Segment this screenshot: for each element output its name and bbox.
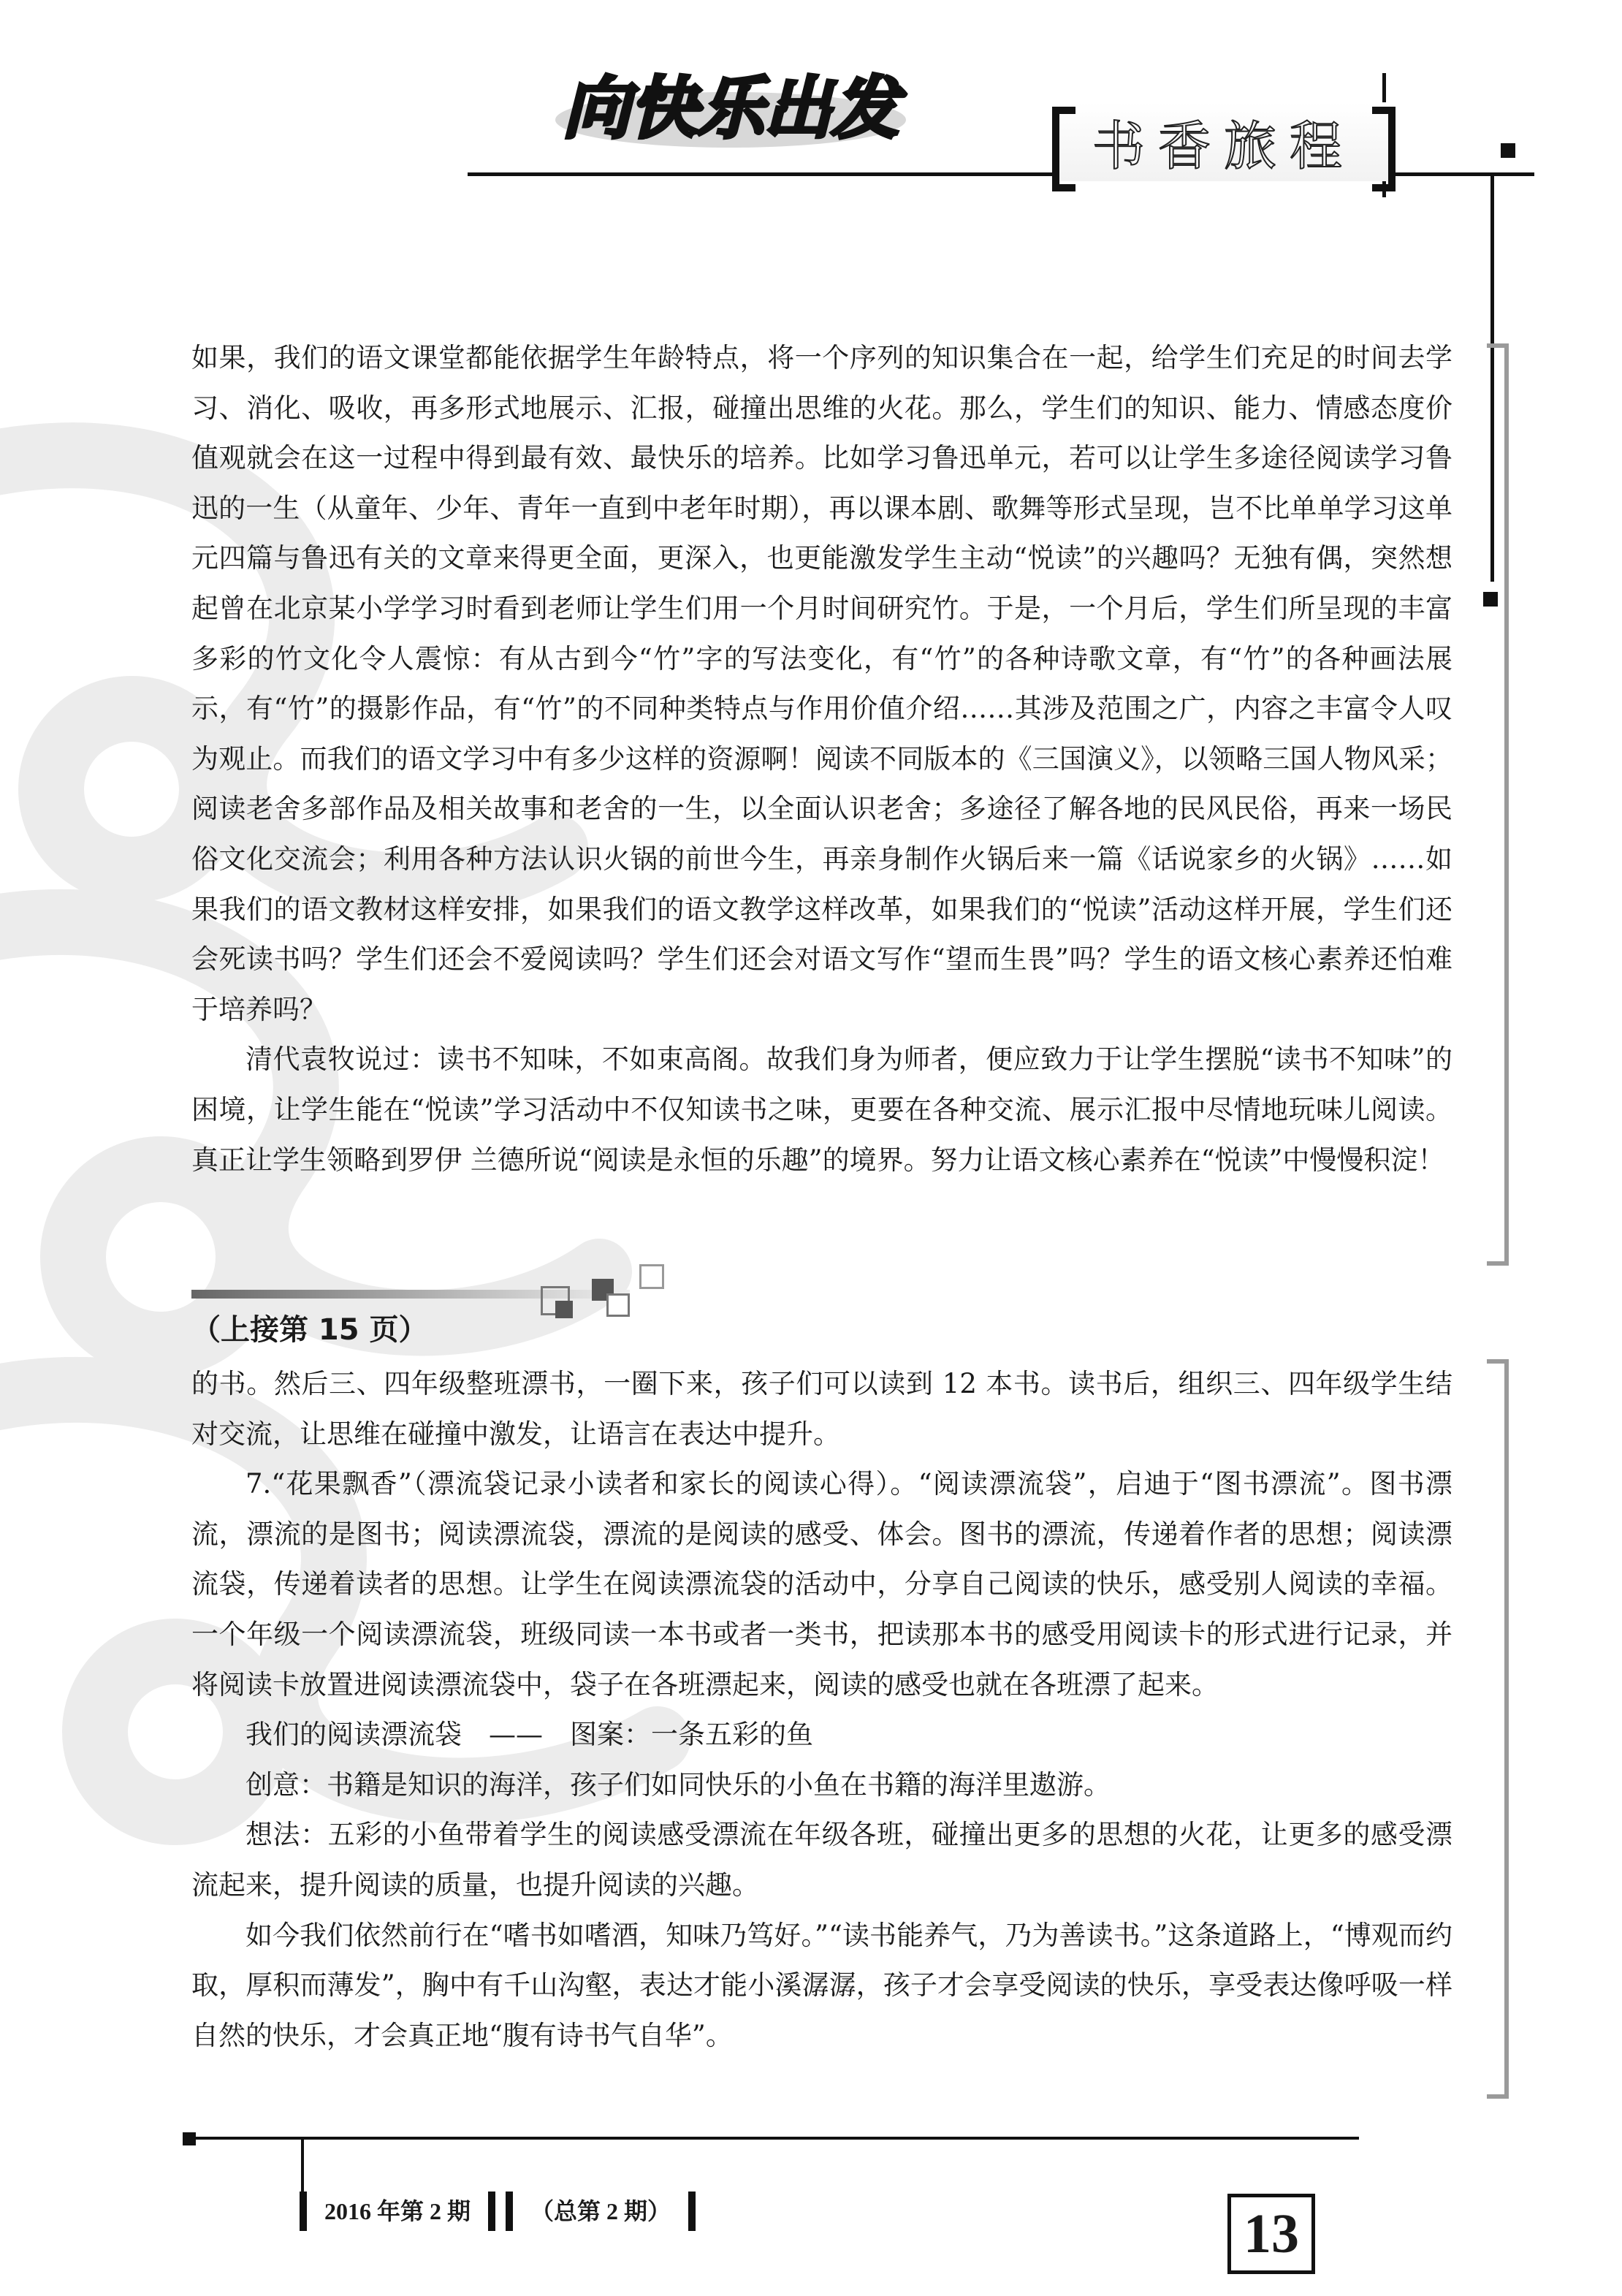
continued-body: [191, 1359, 1452, 2061]
text-bracket-right-bottom: [1487, 1359, 1509, 2099]
divider-squares: [541, 1264, 672, 1330]
total-issue-label: （总第 2 期）: [506, 2192, 696, 2231]
magazine-logo: [548, 53, 913, 162]
continued-from-label: （上接第 15 页）: [191, 1313, 428, 1347]
text-bracket-right-top: [1487, 343, 1509, 1266]
issue-label: 2016 年第 2 期: [300, 2192, 495, 2231]
section-title: [1052, 102, 1396, 181]
body-paragraph: 清代袁牧说过：读书不知味，不如束高阁。故我们身为师者，便应致力于让学生摆脱“读书不知味”的困境，让学生能在“悦读”学习活动中不仅知读书之味，更要在各种交流、展示汇报中尽情地玩味儿阅读。真正让学生领略到罗伊 兰德所说“阅读是永恒的乐趣”的境界。努力让语文核心素养在“悦读”中慢慢积淀！: [191, 1044, 1452, 1176]
logo-text: 向快乐出发: [562, 69, 899, 148]
body-paragraph: 7.“花果飘香”（漂流袋记录小读者和家长的阅读心得）。“阅读漂流袋”，启迪于“图书漂流”。图书漂流，漂流的是图书；阅读漂流袋，漂流的是阅读的感受、体会。图书的漂流，传递着作者的思想；阅读漂流袋，传递着读者的思想。让学生在阅读漂流袋的活动中，分享自己阅读的快乐，感受别人阅读的幸福。一个年级一个阅读漂流袋，班级同读一本书或者一类书，把读那本书的感受用阅读卡的形式进行记录，并将阅读卡放置进阅读漂流袋中，袋子在各班漂起来，阅读的感受也就在各班漂了起来。: [191, 1468, 1452, 1700]
body-paragraph: 如今我们依然前行在“嗜书如嗜酒，知味乃笃好。”“读书能养气，乃为善读书。”这条道路上，“博观而约取，厚积而薄发”，胸中有千山沟壑，表达才能小溪潺潺，孩子才会享受阅读的快乐，享受表达像呼吸一样自然的快乐，才会真正地“腹有诗书气自华”。: [191, 1919, 1452, 2051]
body-paragraph: 的书。然后三、四年级整班漂书，一圈下来，孩子们可以读到 12 本书。读书后，组织三、四年级学生结对交流，让思维在碰撞中激发，让语言在表达中提升。: [191, 1368, 1452, 1450]
section-title-text: 书香旅程: [1092, 115, 1355, 177]
article-body: [191, 333, 1452, 1185]
body-paragraph: 我们的阅读漂流袋 —— 图案：一条五彩的鱼: [245, 1719, 813, 1751]
footer-rule: [183, 2137, 1359, 2140]
body-paragraph: 创意：书籍是知识的海洋，孩子们如同快乐的小鱼在书籍的海洋里遨游。: [245, 1768, 1111, 1801]
body-paragraph: 想法：五彩的小鱼带着学生的阅读感受漂流在年级各班，碰撞出更多的思想的火花，让更多的感受漂流起来，提升阅读的质量，也提升阅读的兴趣。: [191, 1819, 1452, 1901]
title-bracket-left: [1052, 107, 1075, 191]
title-bracket-right: [1372, 107, 1396, 191]
header-square-marker: [1501, 143, 1515, 158]
page-number: 13: [1227, 2194, 1315, 2274]
body-paragraph: 如果，我们的语文课堂都能依据学生年龄特点，将一个序列的知识集合在一起，给学生们充足的时间去学习、消化、吸收，再多形式地展示、汇报，碰撞出思维的火花。那么，学生们的知识、能力、情感态度价值观就会在这一过程中得到最有效、最快乐的培养。比如学习鲁迅单元，若可以让学生多途径阅读学习鲁迅的一生（从童年、少年、青年一直到中老年时期），再以课本剧、歌舞等形式呈现，岂不比单单学习这单元四篇与鲁迅有关的文章来得更全面，更深入，也更能激发学生主动“悦读”的兴趣吗？无独有偶，突然想起曾在北京某小学学习时看到老师让学生们用一个月时间研究竹。于是，一个月后，学生们所呈现的丰富多彩的竹文化令人震惊：有从古到今“竹”字的写法变化，有“竹”的各种诗歌文章，有“竹”的各种画法展示，有“竹”的摄影作品，有“竹”的不同种类特点与作用价值介绍……其涉及范围之广，内容之丰富令人叹为观止。而我们的语文学习中有多少这样的资源啊！阅读不同版本的《三国演义》，以领略三国人物风采；阅读老舍多部作品及相关故事和老舍的一生，以全面认识老舍；多途径了解各地的民风民俗，再来一场民俗文化交流会；利用各种方法认识火锅的前世今生，再亲身制作火锅后来一篇《话说家乡的火锅》……如果我们的语文教材这样安排，如果我们的语文教学这样改革，如果我们的“悦读”活动这样开展，学生们还会死读书吗？学生们还会不爱阅读吗？学生们还会对语文写作“望而生畏”吗？学生的语文核心素养还怕难于培养吗？: [191, 342, 1452, 1025]
footer-issue: [300, 2189, 706, 2233]
